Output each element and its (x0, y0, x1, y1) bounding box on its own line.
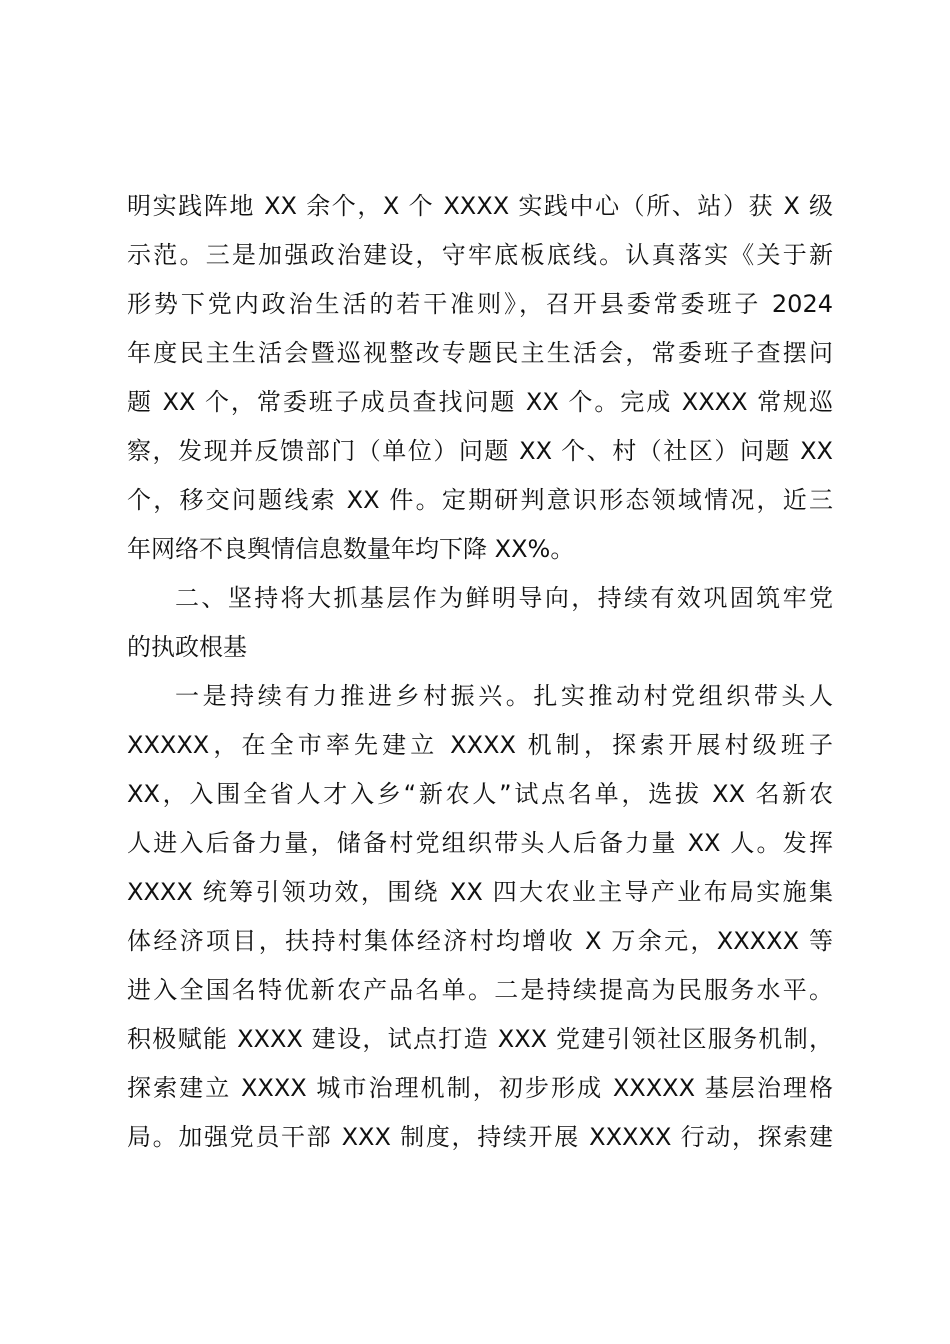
text-line: 探索建立 XXXX 城市治理机制，初步形成 XXXXX 基层治理格 (127, 1074, 833, 1102)
body-text (127, 182, 833, 1162)
text-line: XXXX 统筹引领功效，围绕 XX 四大农业主导产业布局实施集 (127, 878, 833, 906)
text-line: 年度民主生活会暨巡视整改专题民主生活会，常委班子查摆问 (127, 339, 833, 367)
text-line: 形势下党内政治生活的若干准则》，召开县委常委班子 2024 (127, 290, 833, 318)
heading-line: 二、坚持将大抓基层作为鲜明导向，持续有效巩固筑牢党 (175, 584, 833, 612)
text-line: 察，发现并反馈部门（单位）问题 XX 个、村（社区）问题 XX (127, 437, 833, 465)
text-line: 个，移交问题线索 XX 件。定期研判意识形态领域情况，近三 (127, 486, 833, 514)
text-line: 题 XX 个，常委班子成员查找问题 XX 个。完成 XXXX 常规巡 (127, 388, 833, 416)
text-line: 人进入后备力量，储备村党组织带头人后备力量 XX 人。发挥 (127, 829, 833, 857)
text-line: 示范。三是加强政治建设，守牢底板底线。认真落实《关于新 (127, 241, 833, 269)
paragraph-1 (127, 182, 833, 574)
paragraph-3 (127, 672, 833, 1162)
heading-line: 的执政根基 (127, 633, 247, 661)
section-heading-2 (127, 574, 833, 672)
text-line: 明实践阵地 XX 余个，X 个 XXXX 实践中心（所、站）获 X 级 (127, 192, 833, 220)
text-line: 一是持续有力推进乡村振兴。扎实推动村党组织带头人 (175, 682, 833, 710)
text-line: 局。加强党员干部 XXX 制度，持续开展 XXXXX 行动，探索建 (127, 1123, 833, 1151)
text-line: XX，入围全省人才入乡“新农人”试点名单，选拔 XX 名新农 (127, 780, 833, 808)
text-line: XXXXX，在全市率先建立 XXXX 机制，探索开展村级班子 (127, 731, 833, 759)
text-line: 年网络不良舆情信息数量年均下降 XX%。 (127, 535, 575, 563)
text-line: 进入全国名特优新农产品名单。二是持续提高为民服务水平。 (127, 976, 833, 1004)
text-line: 体经济项目，扶持村集体经济村均增收 X 万余元，XXXXX 等 (127, 927, 833, 955)
text-line: 积极赋能 XXXX 建设，试点打造 XXX 党建引领社区服务机制， (127, 1025, 833, 1053)
